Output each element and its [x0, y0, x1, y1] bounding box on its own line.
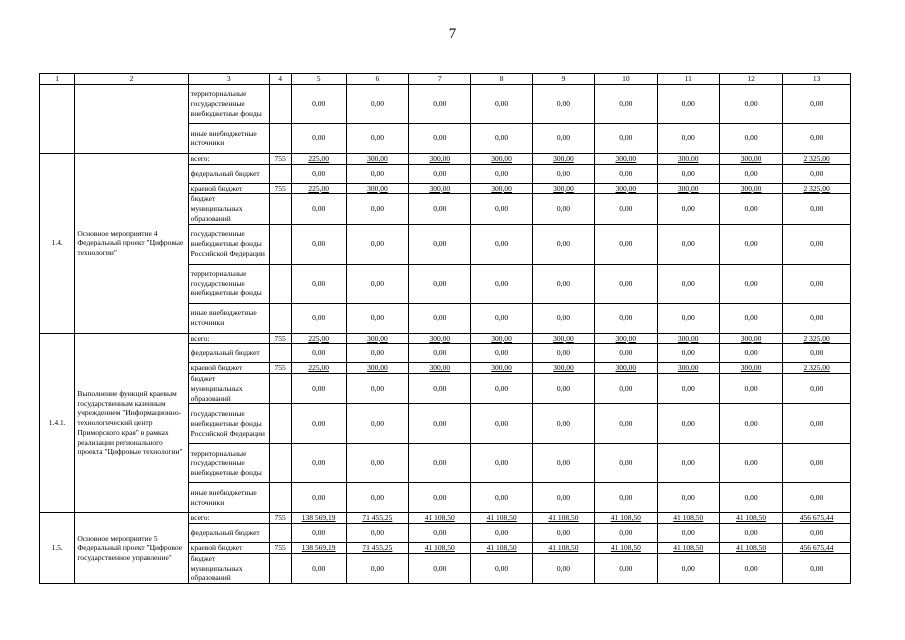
value-cell: 0,00 — [346, 344, 408, 363]
value-cell: 300,00 — [532, 333, 594, 344]
value-cell: 0,00 — [719, 483, 782, 513]
value-cell: 0,00 — [595, 264, 657, 303]
value-cell: 0,00 — [471, 84, 532, 123]
value-cell: 0,00 — [291, 344, 346, 363]
value-cell: 0,00 — [346, 264, 408, 303]
value-cell: 0,00 — [532, 224, 594, 264]
value-cell: 41 108,50 — [471, 513, 532, 524]
value-cell: 0,00 — [595, 303, 657, 333]
value-cell: 41 108,50 — [719, 513, 782, 524]
column-header: 5 — [291, 74, 346, 85]
code-cell — [269, 224, 291, 264]
value-cell: 0,00 — [409, 344, 471, 363]
value-cell: 0,00 — [532, 524, 594, 543]
value-cell: 0,00 — [595, 404, 657, 444]
value-cell: 0,00 — [471, 404, 532, 444]
value-cell: 0,00 — [532, 194, 594, 224]
value-cell: 0,00 — [409, 264, 471, 303]
code-cell: 755 — [269, 183, 291, 194]
value-cell: 0,00 — [783, 264, 851, 303]
value-cell: 300,00 — [346, 183, 408, 194]
value-cell: 0,00 — [346, 444, 408, 483]
value-cell: 41 108,50 — [657, 543, 719, 554]
code-cell — [269, 194, 291, 224]
funding-source-cell: федеральный бюджет — [188, 344, 269, 363]
code-cell — [269, 303, 291, 333]
value-cell: 0,00 — [783, 483, 851, 513]
value-cell: 41 108,50 — [409, 543, 471, 554]
code-cell — [269, 524, 291, 543]
value-cell: 0,00 — [291, 123, 346, 153]
value-cell: 0,00 — [657, 123, 719, 153]
column-header: 3 — [188, 74, 269, 85]
code-cell — [269, 444, 291, 483]
value-cell: 0,00 — [409, 404, 471, 444]
value-cell: 0,00 — [719, 553, 782, 583]
value-cell: 0,00 — [409, 444, 471, 483]
value-cell: 41 108,50 — [532, 543, 594, 554]
value-cell: 0,00 — [291, 224, 346, 264]
value-cell: 0,00 — [291, 303, 346, 333]
value-cell: 41 108,50 — [657, 513, 719, 524]
value-cell: 300,00 — [657, 183, 719, 194]
value-cell: 0,00 — [291, 444, 346, 483]
value-cell: 0,00 — [471, 553, 532, 583]
value-cell: 0,00 — [471, 444, 532, 483]
value-cell: 300,00 — [409, 333, 471, 344]
value-cell: 300,00 — [409, 363, 471, 374]
table-row — [40, 513, 851, 524]
item-name-cell: Выполнение функций краевым государственным казенным учреждением "Информационно-технологический центр Приморского края" в рамках реализации регионального проекта "Цифровые технологии" — [75, 333, 188, 513]
column-header: 10 — [595, 74, 657, 85]
value-cell: 300,00 — [471, 183, 532, 194]
value-cell: 138 569,19 — [291, 513, 346, 524]
value-cell: 2 325,00 — [783, 333, 851, 344]
value-cell: 0,00 — [719, 374, 782, 404]
funding-source-cell: бюджет муниципальных образований — [188, 553, 269, 583]
table-row — [40, 153, 851, 164]
value-cell: 0,00 — [409, 553, 471, 583]
value-cell: 0,00 — [783, 123, 851, 153]
value-cell: 300,00 — [657, 363, 719, 374]
value-cell: 0,00 — [346, 194, 408, 224]
value-cell: 0,00 — [471, 123, 532, 153]
value-cell: 300,00 — [409, 153, 471, 164]
funding-source-cell: всего: — [188, 153, 269, 164]
value-cell: 41 108,50 — [409, 513, 471, 524]
value-cell: 300,00 — [346, 333, 408, 344]
table-row — [40, 333, 851, 344]
value-cell: 0,00 — [532, 164, 594, 183]
value-cell: 300,00 — [719, 153, 782, 164]
value-cell: 0,00 — [291, 84, 346, 123]
value-cell: 0,00 — [346, 123, 408, 153]
funding-source-cell: территориальные государственные внебюджетные фонды — [188, 444, 269, 483]
value-cell: 41 108,50 — [532, 513, 594, 524]
funding-source-cell: государственные внебюджетные фонды Российской Федерации — [188, 224, 269, 264]
value-cell: 225,00 — [291, 363, 346, 374]
value-cell: 0,00 — [291, 483, 346, 513]
table-header-row — [40, 74, 851, 85]
value-cell: 0,00 — [719, 264, 782, 303]
funding-source-cell: бюджет муниципальных образований — [188, 374, 269, 404]
value-cell: 0,00 — [657, 444, 719, 483]
column-header: 4 — [269, 74, 291, 85]
value-cell: 41 108,50 — [719, 543, 782, 554]
value-cell: 0,00 — [783, 524, 851, 543]
column-header: 6 — [346, 74, 408, 85]
value-cell: 300,00 — [471, 153, 532, 164]
value-cell: 0,00 — [409, 123, 471, 153]
budget-table — [39, 73, 851, 584]
value-cell: 0,00 — [783, 444, 851, 483]
value-cell: 0,00 — [657, 483, 719, 513]
value-cell: 300,00 — [409, 183, 471, 194]
value-cell: 0,00 — [471, 483, 532, 513]
code-cell — [269, 483, 291, 513]
value-cell: 0,00 — [346, 303, 408, 333]
value-cell: 300,00 — [532, 183, 594, 194]
column-header: 8 — [471, 74, 532, 85]
column-header: 11 — [657, 74, 719, 85]
value-cell: 0,00 — [291, 524, 346, 543]
value-cell: 0,00 — [471, 224, 532, 264]
column-header: 7 — [409, 74, 471, 85]
value-cell: 300,00 — [532, 153, 594, 164]
value-cell: 300,00 — [719, 183, 782, 194]
value-cell: 0,00 — [409, 524, 471, 543]
code-cell — [269, 164, 291, 183]
value-cell: 300,00 — [719, 363, 782, 374]
value-cell: 0,00 — [719, 84, 782, 123]
value-cell: 225,00 — [291, 333, 346, 344]
column-header: 9 — [532, 74, 594, 85]
value-cell: 2 325,00 — [783, 153, 851, 164]
row-index-cell — [40, 84, 75, 153]
value-cell: 225,00 — [291, 153, 346, 164]
funding-source-cell: федеральный бюджет — [188, 164, 269, 183]
value-cell: 0,00 — [532, 444, 594, 483]
funding-source-cell: федеральный бюджет — [188, 524, 269, 543]
table-row — [40, 84, 851, 123]
value-cell: 0,00 — [657, 344, 719, 363]
funding-source-cell: краевой бюджет — [188, 183, 269, 194]
value-cell: 0,00 — [471, 194, 532, 224]
value-cell: 0,00 — [595, 123, 657, 153]
value-cell: 0,00 — [346, 224, 408, 264]
value-cell: 0,00 — [291, 194, 346, 224]
value-cell: 0,00 — [657, 84, 719, 123]
value-cell: 0,00 — [532, 483, 594, 513]
item-name-cell: Основное мероприятие 5 Федеральный проект "Цифровое государственное управление" — [75, 513, 188, 584]
value-cell: 0,00 — [657, 404, 719, 444]
value-cell: 0,00 — [595, 444, 657, 483]
value-cell: 0,00 — [346, 524, 408, 543]
value-cell: 0,00 — [719, 344, 782, 363]
value-cell: 71 455,25 — [346, 543, 408, 554]
funding-source-cell: территориальные государственные внебюджетные фонды — [188, 264, 269, 303]
value-cell: 0,00 — [719, 404, 782, 444]
value-cell: 0,00 — [532, 123, 594, 153]
funding-source-cell: всего: — [188, 513, 269, 524]
value-cell: 0,00 — [409, 374, 471, 404]
value-cell: 300,00 — [346, 363, 408, 374]
value-cell: 300,00 — [657, 333, 719, 344]
value-cell: 0,00 — [409, 303, 471, 333]
value-cell: 0,00 — [657, 164, 719, 183]
value-cell: 0,00 — [346, 164, 408, 183]
value-cell: 0,00 — [783, 404, 851, 444]
code-cell — [269, 404, 291, 444]
value-cell: 0,00 — [532, 404, 594, 444]
value-cell: 0,00 — [346, 84, 408, 123]
value-cell: 300,00 — [595, 183, 657, 194]
item-name-cell: Основное мероприятие 4 Федеральный проект "Цифровые технологии" — [75, 153, 188, 333]
column-header: 1 — [40, 74, 75, 85]
value-cell: 0,00 — [783, 164, 851, 183]
value-cell: 0,00 — [291, 404, 346, 444]
value-cell: 0,00 — [719, 524, 782, 543]
value-cell: 0,00 — [346, 404, 408, 444]
code-cell: 755 — [269, 153, 291, 164]
value-cell: 0,00 — [719, 444, 782, 483]
value-cell: 0,00 — [657, 374, 719, 404]
value-cell: 0,00 — [719, 224, 782, 264]
code-cell — [269, 264, 291, 303]
value-cell: 0,00 — [595, 84, 657, 123]
item-index-cell: 1.4. — [40, 153, 75, 333]
value-cell: 0,00 — [471, 303, 532, 333]
code-cell: 755 — [269, 363, 291, 374]
value-cell: 0,00 — [595, 553, 657, 583]
item-index-cell: 1.4.1. — [40, 333, 75, 513]
value-cell: 0,00 — [346, 374, 408, 404]
value-cell: 0,00 — [471, 374, 532, 404]
value-cell: 0,00 — [719, 194, 782, 224]
funding-source-cell: краевой бюджет — [188, 363, 269, 374]
value-cell: 300,00 — [595, 153, 657, 164]
value-cell: 300,00 — [595, 333, 657, 344]
value-cell: 456 675,44 — [783, 513, 851, 524]
code-cell: 755 — [269, 333, 291, 344]
value-cell: 300,00 — [719, 333, 782, 344]
value-cell: 0,00 — [532, 374, 594, 404]
funding-source-cell: всего: — [188, 333, 269, 344]
value-cell: 0,00 — [532, 303, 594, 333]
funding-source-cell: иные внебюджетные источники — [188, 483, 269, 513]
funding-source-cell: иные внебюджетные источники — [188, 303, 269, 333]
value-cell: 0,00 — [532, 344, 594, 363]
value-cell: 0,00 — [783, 553, 851, 583]
value-cell: 456 675,44 — [783, 543, 851, 554]
row-name-cell — [75, 84, 188, 153]
value-cell: 0,00 — [532, 553, 594, 583]
code-cell — [269, 374, 291, 404]
code-cell — [269, 553, 291, 583]
value-cell: 0,00 — [595, 483, 657, 513]
funding-source-cell: бюджет муниципальных образований — [188, 194, 269, 224]
code-cell — [269, 84, 291, 123]
value-cell: 0,00 — [595, 344, 657, 363]
value-cell: 0,00 — [471, 344, 532, 363]
value-cell: 300,00 — [471, 363, 532, 374]
value-cell: 0,00 — [783, 344, 851, 363]
funding-source-cell: краевой бюджет — [188, 543, 269, 554]
value-cell: 0,00 — [783, 194, 851, 224]
value-cell: 0,00 — [532, 84, 594, 123]
column-header: 12 — [719, 74, 782, 85]
item-index-cell: 1.5. — [40, 513, 75, 584]
value-cell: 0,00 — [657, 303, 719, 333]
funding-source-cell: территориальные государственные внебюджетные фонды — [188, 84, 269, 123]
value-cell: 0,00 — [719, 123, 782, 153]
value-cell: 0,00 — [783, 84, 851, 123]
value-cell: 0,00 — [657, 224, 719, 264]
value-cell: 0,00 — [595, 524, 657, 543]
value-cell: 71 455,25 — [346, 513, 408, 524]
value-cell: 0,00 — [657, 553, 719, 583]
page-number: 7 — [448, 26, 457, 42]
code-cell — [269, 123, 291, 153]
value-cell: 0,00 — [595, 164, 657, 183]
value-cell: 0,00 — [657, 264, 719, 303]
value-cell: 300,00 — [471, 333, 532, 344]
value-cell: 0,00 — [409, 224, 471, 264]
code-cell: 755 — [269, 513, 291, 524]
value-cell: 138 569,19 — [291, 543, 346, 554]
value-cell: 2 325,00 — [783, 183, 851, 194]
value-cell: 300,00 — [657, 153, 719, 164]
value-cell: 0,00 — [783, 374, 851, 404]
value-cell: 0,00 — [657, 194, 719, 224]
code-cell — [269, 344, 291, 363]
value-cell: 0,00 — [719, 303, 782, 333]
value-cell: 0,00 — [291, 374, 346, 404]
value-cell: 0,00 — [719, 164, 782, 183]
value-cell: 0,00 — [783, 303, 851, 333]
value-cell: 0,00 — [291, 553, 346, 583]
value-cell: 0,00 — [595, 374, 657, 404]
value-cell: 0,00 — [409, 194, 471, 224]
value-cell: 0,00 — [471, 264, 532, 303]
value-cell: 0,00 — [346, 483, 408, 513]
value-cell: 0,00 — [346, 553, 408, 583]
column-header: 2 — [75, 74, 188, 85]
value-cell: 0,00 — [291, 264, 346, 303]
value-cell: 0,00 — [657, 524, 719, 543]
funding-source-cell: иные внебюджетные источники — [188, 123, 269, 153]
value-cell: 41 108,50 — [595, 543, 657, 554]
value-cell: 300,00 — [346, 153, 408, 164]
value-cell: 0,00 — [409, 164, 471, 183]
value-cell: 0,00 — [471, 524, 532, 543]
value-cell: 0,00 — [409, 84, 471, 123]
value-cell: 0,00 — [595, 224, 657, 264]
value-cell: 0,00 — [291, 164, 346, 183]
value-cell: 0,00 — [532, 264, 594, 303]
value-cell: 0,00 — [471, 164, 532, 183]
value-cell: 2 325,00 — [783, 363, 851, 374]
value-cell: 0,00 — [595, 194, 657, 224]
value-cell: 0,00 — [409, 483, 471, 513]
value-cell: 41 108,50 — [471, 543, 532, 554]
value-cell: 300,00 — [532, 363, 594, 374]
value-cell: 41 108,50 — [595, 513, 657, 524]
value-cell: 225,00 — [291, 183, 346, 194]
code-cell: 755 — [269, 543, 291, 554]
column-header: 13 — [783, 74, 851, 85]
value-cell: 0,00 — [783, 224, 851, 264]
funding-source-cell: государственные внебюджетные фонды Российской Федерации — [188, 404, 269, 444]
value-cell: 300,00 — [595, 363, 657, 374]
